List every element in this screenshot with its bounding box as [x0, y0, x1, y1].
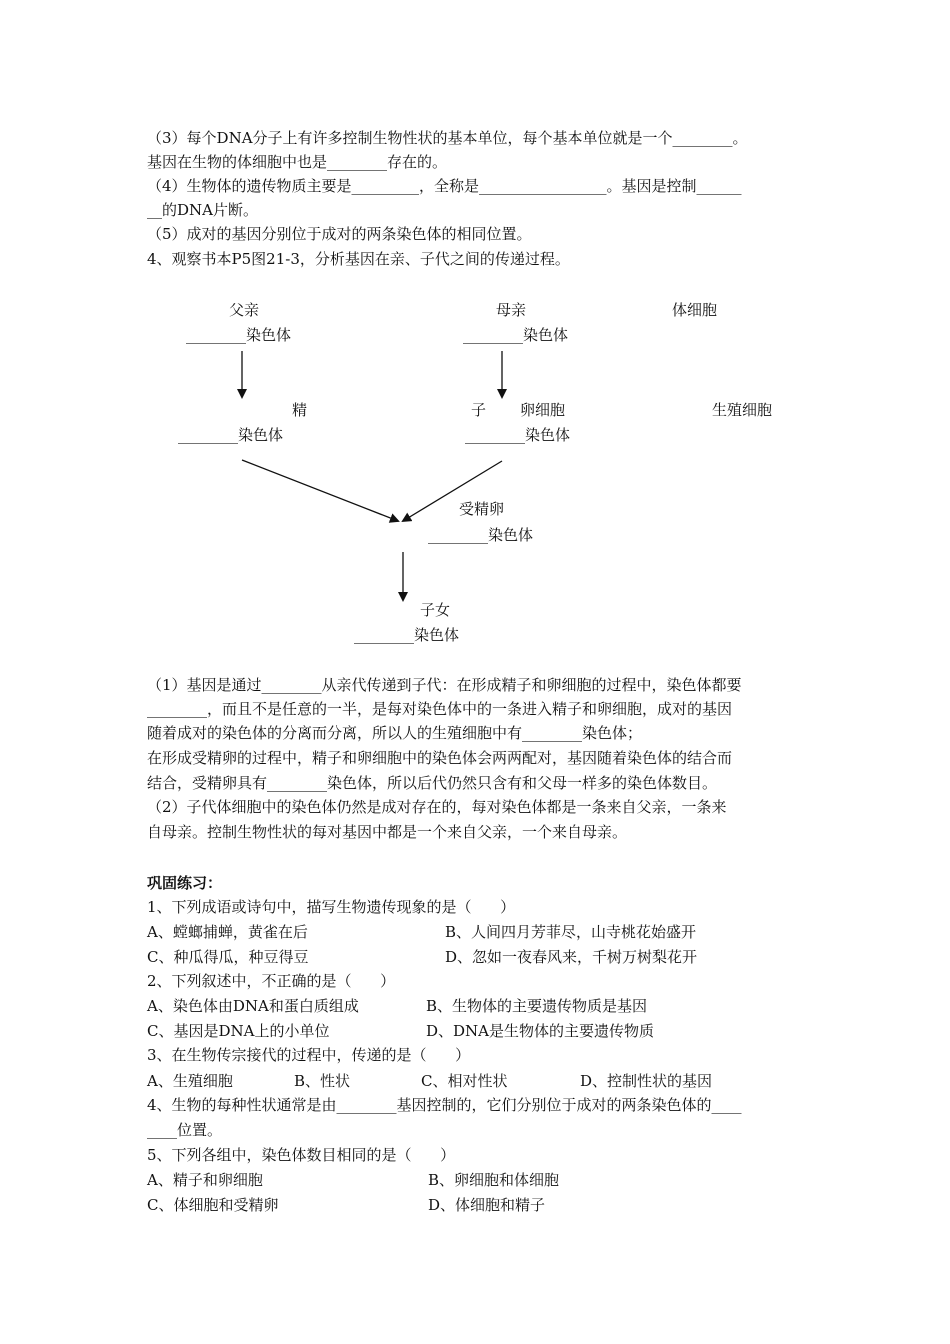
explanation-line-6: （2）子代体细胞中的染色体仍然是成对存在的，每对染色体都是一条来自父亲，一条来	[147, 798, 727, 816]
egg-label: 卵细胞	[520, 401, 566, 419]
q2-option-a: A、染色体由DNA和蛋白质组成	[147, 997, 359, 1015]
explanation-line-2: ________，而且不是任意的一半，是每对染色体中的一条进入精子和卵细胞，成对的基因	[147, 700, 733, 718]
q3-option-d: D、控制性状的基因	[580, 1072, 713, 1090]
explanation-line-5: 结合，受精卵具有________染色体，所以后代仍然只含有和父母一样多的染色体数目。	[147, 774, 718, 792]
explanation-line-4: 在形成受精卵的过程中，精子和卵细胞中的染色体会两两配对，基因随着染色体的结合而	[147, 749, 733, 767]
q2-option-c: C、基因是DNA上的小单位	[147, 1022, 330, 1040]
question-4-line-2: ____位置。	[147, 1121, 223, 1139]
q1-option-c: C、种瓜得瓜，种豆得豆	[147, 948, 309, 966]
q3-option-c: C、相对性状	[421, 1072, 508, 1090]
q3-option-a: A、生殖细胞	[147, 1072, 233, 1090]
q5-option-c: C、体细胞和受精卵	[147, 1196, 279, 1214]
body-cell-label: 体细胞	[672, 301, 718, 319]
question-5: 5、下列各组中，染色体数目相同的是（ ）	[147, 1146, 456, 1164]
intro-line-5: （5）成对的基因分别位于成对的两条染色体的相同位置。	[147, 225, 532, 243]
intro-line-3: （4）生物体的遗传物质主要是_________，全称是_________________。基因是控制______	[147, 177, 742, 195]
mother-label: 母亲	[496, 301, 527, 319]
arrow-egg-to-zygote	[403, 461, 505, 521]
question-1: 1、下列成语或诗句中，描写生物遗传现象的是（ ）	[147, 898, 516, 916]
sperm-label: 精	[292, 401, 308, 419]
question-2: 2、下列叙述中，不正确的是（ ）	[147, 972, 396, 990]
q2-option-d: D、DNA是生物体的主要遗传物质	[426, 1022, 655, 1040]
sperm-chromosome-blank: ________染色体	[178, 426, 284, 444]
q1-option-d: D、忽如一夜春风来，千树万树梨花开	[445, 948, 698, 966]
germ-cell-label: 生殖细胞	[712, 401, 773, 419]
zygote-chromosome-blank: ________染色体	[428, 526, 534, 544]
arrow-sperm-to-zygote	[242, 460, 398, 521]
q5-option-d: D、体细胞和精子	[428, 1196, 546, 1214]
q1-option-b: B、人间四月芳菲尽，山寺桃花始盛开	[445, 923, 697, 941]
intro-line-2: 基因在生物的体细胞中也是________存在的。	[147, 153, 448, 171]
zygote-label: 受精卵	[459, 500, 505, 518]
q5-option-b: B、卵细胞和体细胞	[428, 1171, 560, 1189]
explanation-line-7: 自母亲。控制生物性状的每对基因中都是一个来自父亲，一个来自母亲。	[147, 823, 628, 841]
egg-chromosome-blank: ________染色体	[465, 426, 571, 444]
explanation-line-1: （1）基因是通过________从亲代传递到子代：在形成精子和卵细胞的过程中，染色体都要	[147, 676, 742, 694]
practice-heading: 巩固练习：	[147, 874, 223, 892]
mother-chromosome-blank: ________染色体	[463, 326, 569, 344]
q5-option-a: A、精子和卵细胞	[147, 1171, 263, 1189]
child-label: 子女	[420, 601, 451, 619]
intro-line-6: 4、观察书本P5图21-3，分析基因在亲、子代之间的传递过程。	[147, 250, 570, 268]
q3-option-b: B、性状	[294, 1072, 351, 1090]
intro-line-1: （3）每个DNA分子上有许多控制生物性状的基本单位，每个基本单位就是一个________。	[147, 129, 748, 147]
intro-line-4: __的DNA片断。	[147, 201, 258, 219]
father-chromosome-blank: ________染色体	[186, 326, 292, 344]
question-3: 3、在生物传宗接代的过程中，传递的是（ ）	[147, 1046, 471, 1064]
question-4-line-1: 4、生物的每种性状通常是由________基因控制的，它们分别位于成对的两条染色体的____	[147, 1096, 742, 1114]
explanation-line-3: 随着成对的染色体的分离而分离，所以人的生殖细胞中有________染色体；	[147, 724, 643, 742]
q1-option-a: A、螳螂捕蝉，黄雀在后	[147, 923, 308, 941]
zi-label: 子	[471, 401, 487, 419]
child-chromosome-blank: ________染色体	[354, 626, 460, 644]
q2-option-b: B、生物体的主要遗传物质是基因	[426, 997, 648, 1015]
father-label: 父亲	[229, 301, 260, 319]
